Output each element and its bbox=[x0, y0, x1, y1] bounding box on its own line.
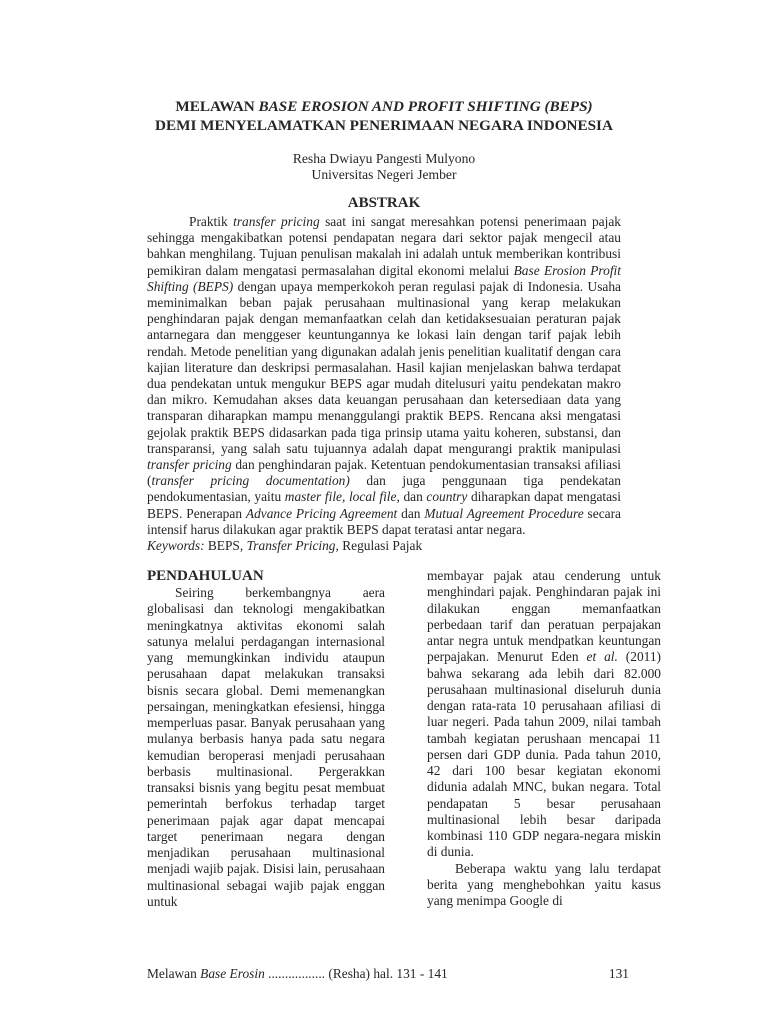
title-line-2: DEMI MENYELAMATKAN PENERIMAAN NEGARA INDONESIA bbox=[155, 117, 613, 134]
keywords-line: Keywords: BEPS, Transfer Pricing, Regulasi Pajak bbox=[147, 538, 423, 553]
section-heading-pendahuluan: PENDAHULUAN bbox=[147, 568, 264, 584]
intro-paragraph-continued: membayar pajak atau cenderung untuk menghindari pajak. Penghindaran pajak ini dilakukan enggan memanfaatkan perbedaan tarif dan peratuan perpajakan antar negra untuk mendpatkan keuntungan perpajakan. Menurut Eden et al. (2011) bahwa sekarang ada lebih dari 82.000 perusahaan multinasional diseluruh dunia dengan rata-rata 10 perusahaan afiliasi di luar negeri. Pada tahun 2009, nilai tambah tambah kegiatan perushaan mencapai 11 persen dari GDP dunia. Pada tahun 2010, 42 dari 100 besar kegiatan ekonomi didunia adalah MNC, bukan negara. Total pendapatan 5 besar perusahaan multinasional lebih besar daripada kombinasi 110 GDP negara-negara miskin di dunia. bbox=[427, 568, 661, 860]
keywords-label: Keywords: bbox=[147, 538, 205, 553]
running-footer: Melawan Base Erosin ................. (Resha) hal. 131 - 141 bbox=[147, 966, 448, 981]
title-line-1 bbox=[0, 97, 768, 116]
title-prefix: MELAWAN bbox=[175, 98, 259, 115]
page-number: 131 bbox=[608, 966, 629, 981]
title-italic-part: BASE EROSION AND PROFIT SHIFTING (BEPS) bbox=[258, 98, 593, 115]
abstract-heading: ABSTRAK bbox=[347, 195, 421, 211]
intro-left-column bbox=[147, 567, 385, 910]
author-name: Resha Dwiayu Pangesti Mulyono bbox=[292, 151, 476, 166]
author-block bbox=[0, 151, 768, 183]
paper-title bbox=[0, 97, 768, 135]
intro-paragraph-2: Beberapa waktu yang lalu terdapat berita yang menghebohkan yaitu kasus yang menimpa Google di bbox=[427, 860, 661, 908]
author-affiliation: Universitas Negeri Jember bbox=[311, 167, 457, 182]
intro-right-column bbox=[427, 568, 661, 909]
abstract-body bbox=[147, 214, 621, 538]
intro-paragraph-1: Seiring berkembangnya aera globalisasi dan teknologi mengakibatkan meningkatnya aktivitas ekonomi salah satunya melalui perdagangan internasional yang memungkinkan individu ataupun perusahaan dapat melakukan transaksi bisnis secara global. Demi memenangkan persaingan, meningkatkan efesiensi, hingga memperluas pasar. Banyak perusahaan yang mulanya berbasis hanya pada satu negara kemudian beroperasi menjadi perusahaan berbasis multinasional. Pergerakkan transaksi bisnis yang begitu pesat membuat pemerintah berfokus terhadap target penerimaan pajak agar dapat mencapai target penerimaan negara dengan menjadikan perusahaan multinasional menjadi wajib pajak. Disisi lain, perusahaan multinasional sebagai wajib pajak enggan untuk bbox=[147, 585, 385, 909]
abstract-paragraph: Praktik transfer pricing saat ini sangat meresahkan potensi penerimaan pajak sehingga mengakibatkan potensi pendapatan negara dari sektor pajak mengecil atau bahkan menghilang. Tujuan penulisan makalah ini adalah untuk memberikan kontribusi pemikiran dalam mengatasi permasalahan digital ekonomi melalui Base Erosion Profit Shifting (BEPS) dengan upaya memperkokoh peran regulasi pajak di Indonesia. Usaha meminimalkan beban pajak perusahaan multinasional yang kerap melakukan penghindaran pajak dengan memanfaatkan celah dan ketidaksesuaian peraturan pajak antarnegara dan menggeser keuntungannya ke lokasi lain dengan tarif pajak lebih rendah. Metode penelitian yang digunakan adalah jenis penelitian kualitatif dengan cara kajian literature dan deskripsi permasalahan. Hasil kajian menjelaskan bahwa terdapat dua pendekatan untuk mengukur BEPS agar mudah ditelusuri yaitu pendekatan makro dan mikro. Kemudahan akses data keuangan perusahaan dan ketersediaan data yang transparan diharapkan mampu menanggulangi praktik BEPS. Rencana aksi mengatasi gejolak praktik BEPS didasarkan pada tiga prinsip utama yaitu koheren, substansi, dan transparansi, yang salah satu tujuannya adalah dapat mengurangi praktik manipulasi transfer pricing dan penghindaran pajak. Ketentuan pendokumentasian transaksi afiliasi (transfer pricing documentation) dan juga penggunaan tiga pendekatan pendokumentasian, yaitu master file, local file, dan country diharapkan dapat mengatasi BEPS. Penerapan Advance Pricing Agreement dan Mutual Agreement Procedure secara intensif harus dilakukan agar praktik BEPS dapat teratasi antar negara. bbox=[147, 214, 622, 537]
